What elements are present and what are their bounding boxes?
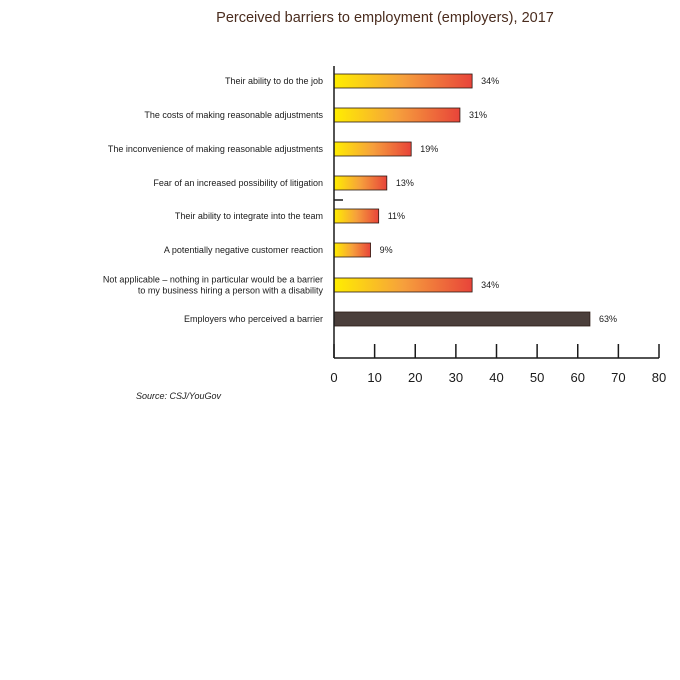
data-label-3: 13% [395, 178, 414, 188]
data-label-6: 34% [481, 280, 500, 290]
x-tick-label-8: 80 [651, 370, 667, 385]
data-label-7: 63% [598, 314, 617, 324]
category-label-1: The costs of making reasonable adjustments [144, 110, 323, 120]
bar-3 [334, 176, 387, 190]
x-tick-label-1: 10 [367, 370, 382, 385]
bar-6 [334, 278, 472, 292]
bar-1 [334, 108, 460, 122]
category-label-7: Employers who perceived a barrier [183, 314, 323, 324]
category-label-6: Not applicable – nothing in particular would be a barrier to my business hiring a person with a disability [102, 274, 323, 296]
bar-2 [334, 142, 411, 156]
category-label-4: Their ability to integrate into the team [174, 211, 323, 221]
data-label-2: 19% [420, 144, 439, 154]
chart-title: Perceived barriers to employment (employers), 2017 [216, 10, 554, 26]
data-label-0: 34% [481, 76, 500, 86]
bar-0 [334, 74, 472, 88]
data-label-5: 9% [379, 245, 393, 255]
category-label-3: Fear of an increased possibility of litigation [153, 178, 323, 188]
data-label-4: 11% [387, 211, 406, 221]
bar-4 [334, 209, 379, 223]
x-tick-label-0: 0 [330, 370, 338, 385]
x-tick-label-4: 40 [489, 370, 504, 385]
category-label-2: The inconvenience of making reasonable adjustments [107, 144, 323, 154]
category-label-5: A potentially negative customer reaction [163, 245, 323, 255]
category-label-0: Their ability to do the job [224, 76, 323, 86]
source-note: Source: CSJ/YouGov [136, 391, 222, 401]
data-label-1: 31% [468, 110, 487, 120]
x-tick-label-5: 50 [529, 370, 545, 385]
bar-5 [334, 243, 371, 257]
x-tick-label-2: 20 [408, 370, 423, 385]
x-tick-label-6: 60 [570, 370, 585, 385]
bar-7 [334, 312, 590, 326]
x-tick-label-3: 30 [448, 370, 464, 385]
bars-layer [103, 74, 617, 326]
x-tick-label-7: 70 [611, 370, 626, 385]
